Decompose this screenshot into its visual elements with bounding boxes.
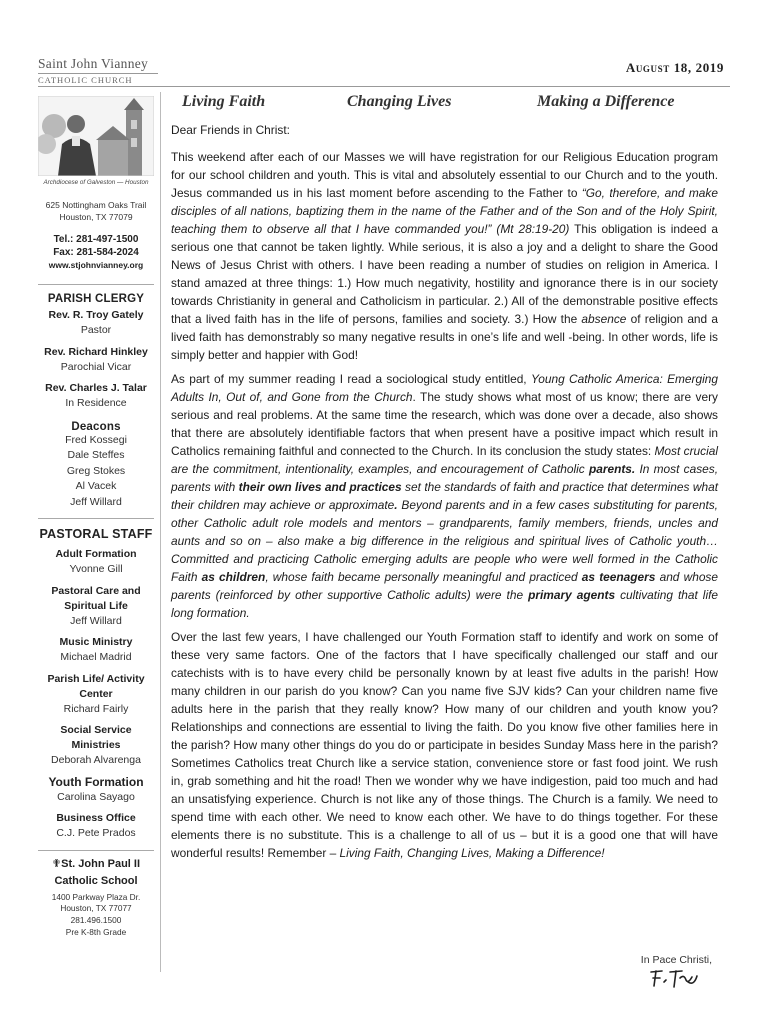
quote-text: cultivating that life long formation. (171, 588, 719, 620)
signature (648, 968, 700, 995)
p3-text: Over the last few years, I have challenged our Youth Formation staff to identify and work on some of these very same factors. One of the factors that I have specifically challenged our staff and our catechists with is to have every child be personally known by at least five adults in the parish! How many children in our parish do you know? Can you name five SJV kids? Can your children name five adults here in the parish that they really know? How many of our children and youth know you? Relationships and connections are essential to living the faith. Do you know five other families here in the parish? How many other things do you do or participate in besides Sunday Mass here in the parish? Sometimes Catholics treat Church like a service station, convenience store or fast food joint. We rush in, grab something and hit the road! Then we wonder why we have indigestion, paid too much and had an unsatisfying experience. Church is not like any of those things. The Church is a family. We need to spend time with each other. We need to know each other. We have to do things together. For these elements there is no substitute. This is a challenge to all of us – but it is a good one that will have wonderful results! Remember – (171, 630, 718, 860)
p1-emphasis: absence (581, 312, 627, 326)
telephone: Tel.: 281-497-1500 (53, 234, 139, 245)
p2-text: As part of my summer reading I read a sociological study entitled, (171, 372, 531, 386)
closing: In Pace Christi, (640, 954, 712, 966)
quote-text: set the standards of faith and practice that determines what their children may achieve or approximate (171, 480, 718, 512)
school-phone: 281.496.1500 (70, 915, 122, 926)
staff-name: Yvonne Gill (69, 563, 123, 575)
staff-name: Richard Fairly (63, 702, 129, 715)
staff-role: Parish Life/ Activity Center (47, 672, 145, 700)
paragraph-1 (171, 148, 718, 364)
deacons-heading: Deacons (71, 420, 121, 433)
quote-bold: parents. (588, 462, 636, 476)
church-address (38, 200, 154, 223)
staff-list (38, 547, 154, 842)
deacon-name: Fred Kossegi (65, 433, 127, 446)
quote-text: , whose faith became personally meaningful and practiced (265, 570, 582, 584)
saint-church-image-icon (38, 96, 154, 176)
clergy-name: Rev. Richard Hinkley (44, 345, 148, 358)
quote-text: In most cases, parents with (171, 462, 718, 494)
paragraph-2 (171, 370, 718, 622)
quote-bold: . (394, 498, 398, 512)
scripture-quote: “Go, therefore, and make disciples of all nations, baptizing them in the name of the Father and of the Son and of the Holy Spirit, teaching them to observe all that I have commanded you!” (Mt 28:19-20) (171, 186, 718, 236)
deacon-name: Dale Steffes (67, 449, 125, 461)
header-divider (38, 86, 730, 87)
staff-name: Deborah Alvarenga (51, 754, 141, 766)
staff-name: C.J. Pete Prados (56, 827, 136, 839)
staff-role: Music Ministry (59, 636, 133, 648)
signature-icon (648, 968, 700, 990)
church-subtitle: CATHOLIC CHURCH (38, 73, 158, 85)
staff-role: Business Office (56, 812, 136, 824)
staff-role: Social Service Ministries (60, 724, 132, 751)
clergy-name: Rev. R. Troy Gately (48, 309, 144, 321)
quote-text: Beyond parents and in a few cases substituting for parents, other Catholic adult role models and mentors – grandparents, family members, friends, uncles and aunts and so on – also make a big difference in the religious and spiritual lives of Catholic youth… Committed and practicing Catholic emerging adults are people who were well formed in the Catholic Faith (171, 498, 718, 584)
deacon-name: Greg Stokes (66, 464, 126, 477)
tagline (182, 93, 692, 115)
archdiocese-label: Archdiocese of Galveston — Houston (43, 179, 149, 186)
paragraph-3 (171, 628, 718, 862)
sidebar (38, 92, 154, 939)
clergy-title: Pastor (80, 324, 112, 336)
p1-text: of religion and a lived faith has demonstrably so many negative results in one’s life and well -being. In other words, life is simply better and happier with God! (171, 312, 718, 362)
clergy-heading: PARISH CLERGY (47, 293, 145, 305)
quote-bold: primary agents (528, 588, 616, 602)
school-grades: Pre K-8th Grade (65, 926, 127, 937)
staff-name: Michael Madrid (60, 651, 132, 663)
salutation: Dear Friends in Christ: (171, 123, 290, 137)
tagline-making-difference: Making a Difference (537, 93, 675, 110)
deacon-name: Jeff Willard (70, 495, 122, 508)
clergy-title: In Residence (65, 397, 127, 409)
school-address-1: 1400 Parkway Plaza Dr. (51, 891, 141, 902)
school-name-line-2: Catholic School (54, 874, 138, 887)
church-photo (38, 96, 154, 176)
bulletin-date: August 18, 2019 (625, 60, 724, 75)
quote-bold: as teenagers (581, 570, 656, 584)
clergy-title: Parochial Vicar (60, 360, 132, 373)
quote-text: and whose parents (reinforced by other supportive Catholic adults) were the (171, 570, 718, 602)
school-address-2: Houston, TX 77077 (60, 903, 132, 914)
staff-role: Youth Formation (48, 774, 144, 789)
p2-text: . The study shows what most of us know; there are very serious and real problems. At the same time the research, which was done over a decade, also shows that there are absolutely identifiable factors that when present have a positive impact which result in Catholics remaining faithful and connected to the Church. In its conclusion the study states: (171, 390, 718, 458)
sidebar-divider (38, 518, 154, 519)
tagline-changing-lives: Changing Lives (347, 93, 452, 110)
pastor-letter (171, 121, 718, 868)
clergy-list (38, 308, 154, 412)
staff-heading: PASTORAL STAFF (39, 527, 153, 541)
quote-bold: their own lives and practices (238, 480, 402, 494)
sidebar-divider (38, 850, 154, 851)
church-masthead (38, 56, 158, 85)
staff-role: Pastoral Care and Spiritual Life (51, 584, 141, 612)
church-name: Saint John Vianney (38, 56, 149, 71)
clergy-name: Rev. Charles J. Talar (45, 382, 147, 394)
p1-text: This obligation is indeed a serious one that cannot be taken lightly. While serious, it is also a joy and a delight to share the Good News of Jesus Christ with others. I have been reading a number of studies on religion in America. I stand amazed at three things: 1.) How much negativity, hostility and ignorance there is in our society towards Christianity in general and Catholicism in particular. 2.) All of the demonstrable positive effects that a lived faith has in the life of persons, families and society. 3.) How the (171, 222, 718, 326)
p3-motto: Living Faith, Changing Lives, Making a Difference! (339, 846, 605, 860)
school-name-line-1: ✟St. John Paul II (51, 857, 141, 870)
deacon-name: Al Vacek (75, 480, 117, 492)
staff-name: Jeff Willard (70, 614, 122, 627)
contact-numbers (38, 234, 154, 259)
staff-name: Carolina Sayago (57, 790, 135, 803)
fax: Fax: 281-584-2024 (53, 246, 139, 258)
quote-text: Most crucial are the commitment, intentionality, examples, and encouragement of Catholic (171, 444, 718, 476)
deacons-list (38, 433, 154, 511)
address-line-1: 625 Nottingham Oaks Trail (45, 200, 147, 210)
website-link[interactable]: www.stjohnvianney.org (48, 260, 144, 270)
school-info (38, 892, 154, 939)
column-divider (160, 92, 161, 972)
book-title: Young Catholic America: Emerging Adults In, Out of, and Gone from the Church (171, 372, 718, 404)
study-quote (171, 444, 718, 620)
staff-role: Adult Formation (55, 548, 137, 560)
quote-bold: as children (201, 570, 266, 584)
school-block (38, 857, 154, 939)
sidebar-divider (38, 284, 154, 285)
tagline-living-faith: Living Faith (182, 93, 266, 110)
p1-text: This weekend after each of our Masses we will have registration for our Religious Education program for our school children and youth. This is vital and absolutely essential to our Church and to the youth. Jesus commanded us in his last moment before ascending to the Father to (171, 150, 718, 200)
address-line-2: Houston, TX 77079 (59, 211, 133, 222)
